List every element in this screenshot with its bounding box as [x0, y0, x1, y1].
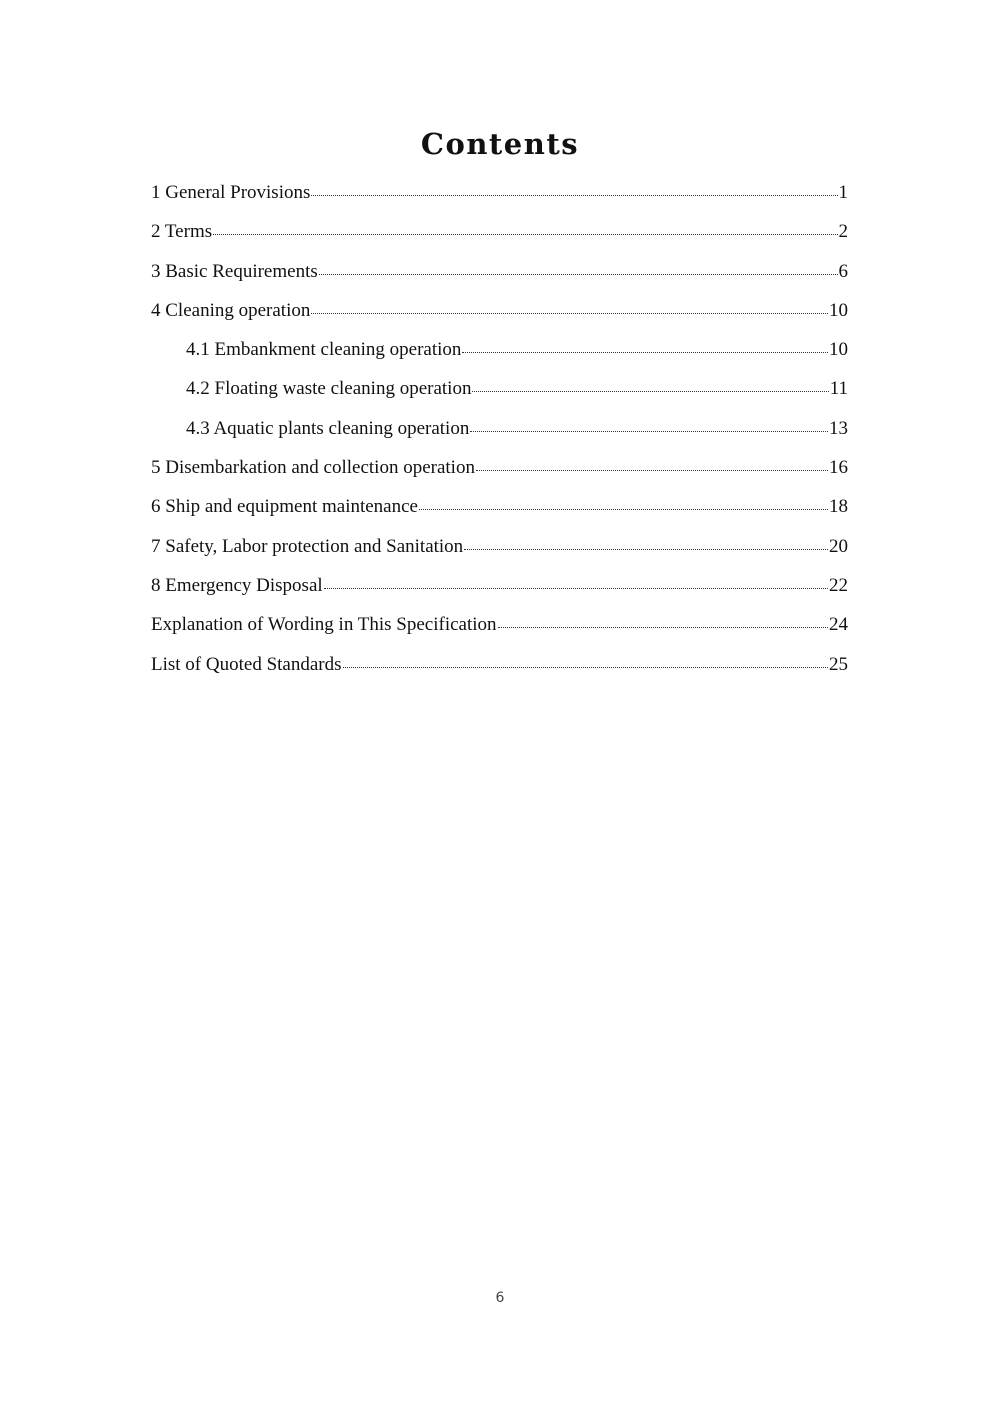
toc-entry-page: 16 [829, 457, 848, 479]
toc-entry-page: 11 [829, 378, 848, 400]
dot-leader [343, 666, 828, 668]
dot-leader [311, 194, 837, 196]
dot-leader [324, 587, 828, 589]
dot-leader [419, 508, 828, 510]
toc-entry-label: 7 Safety, Labor protection and Sanitation [151, 535, 464, 557]
dot-leader [319, 273, 838, 275]
dot-leader [498, 626, 828, 628]
toc-entry-embankment-cleaning[interactable] [151, 335, 848, 374]
dot-leader [476, 469, 828, 471]
toc-entry-page: 22 [829, 574, 848, 596]
toc-entry-cleaning-operation[interactable] [151, 296, 848, 335]
toc-entry-explanation-of-wording[interactable] [151, 610, 848, 649]
toc-entry-page: 18 [829, 496, 848, 518]
dot-leader [464, 548, 828, 550]
toc-entry-label: 1 General Provisions [151, 182, 311, 203]
toc-entry-ship-maintenance[interactable] [151, 492, 848, 531]
toc-entry-label: 4 Cleaning operation [151, 299, 311, 321]
dot-leader [213, 233, 837, 235]
toc-entry-page: 13 [829, 417, 848, 439]
table-of-contents [151, 178, 848, 689]
toc-entry-disembarkation[interactable] [151, 453, 848, 492]
toc-entry-label: 4.3 Aquatic plants cleaning operation [186, 417, 470, 439]
toc-entry-emergency-disposal[interactable] [151, 571, 848, 610]
toc-entry-page: 10 [829, 339, 848, 361]
page-number: 6 [495, 1290, 505, 1306]
toc-entry-label: 4.2 Floating waste cleaning operation [186, 378, 472, 400]
dot-leader [470, 430, 828, 432]
page-title: Contents [420, 127, 580, 161]
toc-entry-aquatic-plants-cleaning[interactable] [151, 414, 848, 453]
toc-entry-page: 24 [829, 614, 848, 636]
toc-entry-label: 6 Ship and equipment maintenance [151, 496, 418, 518]
toc-entry-page: 6 [838, 260, 848, 282]
toc-entry-general-provisions[interactable] [151, 178, 848, 217]
toc-entry-page: 25 [829, 653, 848, 675]
toc-entry-label: 8 Emergency Disposal [151, 574, 323, 596]
toc-entry-label: 3 Basic Requirements [151, 260, 318, 282]
toc-entry-quoted-standards[interactable] [151, 650, 848, 689]
toc-entry-label: 2 Terms [151, 221, 213, 243]
toc-entry-page: 1 [838, 182, 848, 203]
dot-leader [462, 351, 828, 353]
toc-entry-page: 10 [829, 299, 848, 321]
toc-entry-page: 20 [829, 535, 848, 557]
toc-entry-label: List of Quoted Standards [151, 653, 342, 675]
toc-entry-terms[interactable] [151, 217, 848, 256]
toc-entry-label: 5 Disembarkation and collection operation [151, 457, 475, 479]
toc-entry-basic-requirements[interactable] [151, 257, 848, 296]
toc-entry-safety[interactable] [151, 532, 848, 571]
toc-entry-label: Explanation of Wording in This Specification [151, 614, 497, 636]
toc-entry-label: 4.1 Embankment cleaning operation [186, 339, 462, 361]
dot-leader [311, 312, 828, 314]
dot-leader [472, 390, 828, 392]
toc-entry-page: 2 [838, 221, 848, 243]
toc-entry-floating-waste-cleaning[interactable] [151, 374, 848, 413]
